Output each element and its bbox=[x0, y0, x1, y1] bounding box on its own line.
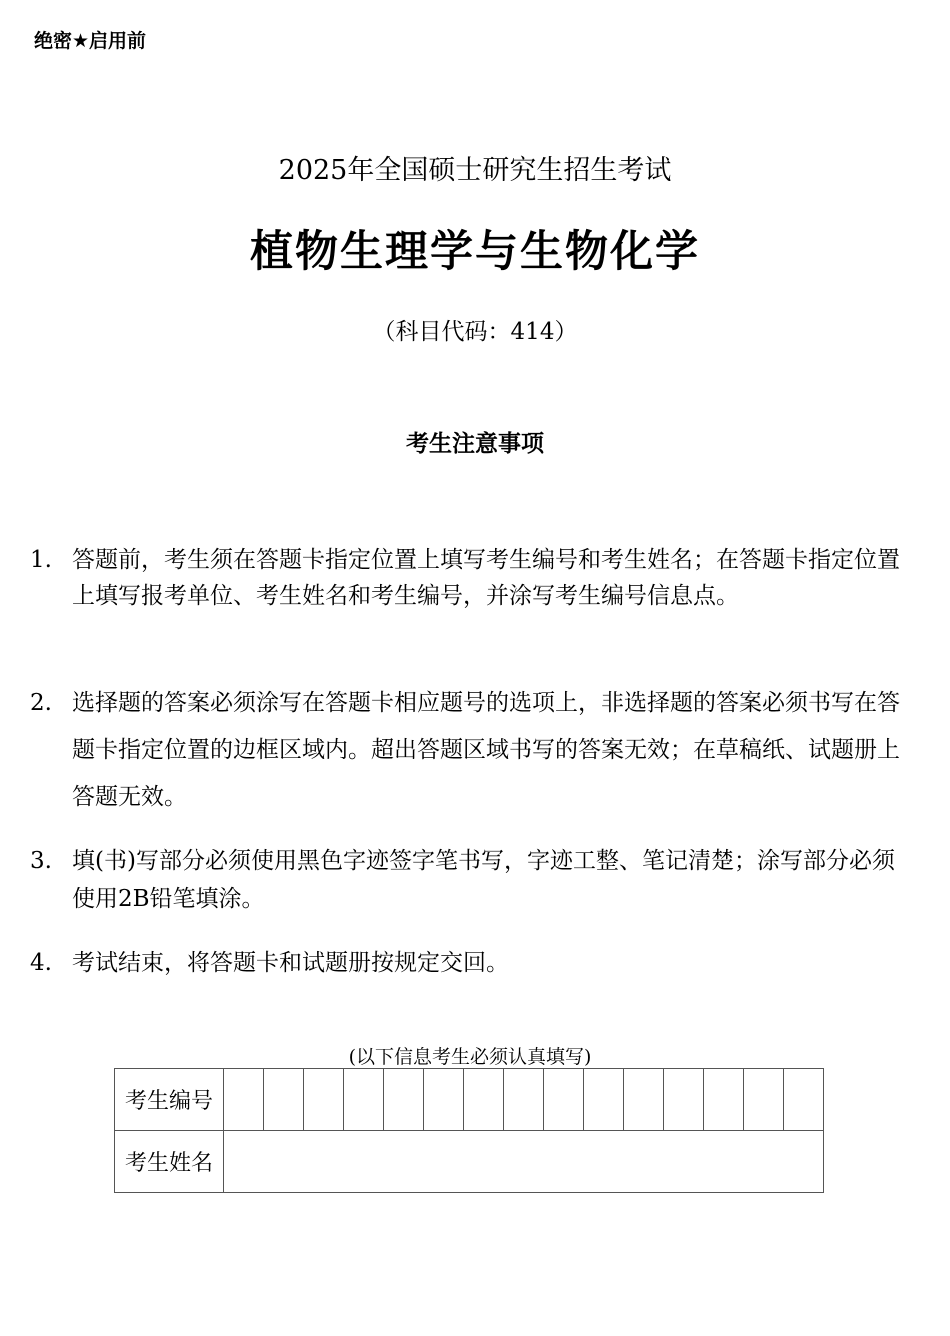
candidate-number-box[interactable] bbox=[504, 1069, 544, 1131]
notice-number: 1. bbox=[30, 547, 52, 573]
candidate-number-box[interactable] bbox=[304, 1069, 344, 1131]
notice-item bbox=[30, 542, 915, 614]
form-caption: (以下信息考生必须认真填写) bbox=[348, 1046, 592, 1068]
exam-name: 2025年全国硕士研究生招生考试 bbox=[278, 155, 672, 186]
notice-text: 填(书)写部分必须使用黑色字迹签字笔书写，字迹工整、笔记清楚；涂写部分必须使用2B铅笔填涂。 bbox=[72, 848, 895, 912]
notice-text: 选择题的答案必须涂写在答题卡相应题号的选项上，非选择题的答案必须书写在答题卡指定位置的边框区域内。超出答题区域书写的答案无效；在草稿纸、试题册上答题无效。 bbox=[72, 690, 900, 810]
candidate-number-box[interactable] bbox=[544, 1069, 584, 1131]
subject-title: 植物生理学与生物化学 bbox=[250, 227, 700, 277]
candidate-number-box[interactable] bbox=[424, 1069, 464, 1131]
notice-number: 2. bbox=[30, 690, 52, 716]
notice-item bbox=[30, 680, 915, 821]
notice-text: 考试结束，将答题卡和试题册按规定交回。 bbox=[72, 950, 509, 976]
candidate-name-row bbox=[115, 1131, 824, 1193]
candidate-number-box[interactable] bbox=[624, 1069, 664, 1131]
candidate-number-box[interactable] bbox=[464, 1069, 504, 1131]
candidate-number-box[interactable] bbox=[344, 1069, 384, 1131]
candidate-number-box[interactable] bbox=[744, 1069, 784, 1131]
candidate-number-box[interactable] bbox=[784, 1069, 824, 1131]
notice-number: 4. bbox=[30, 950, 52, 976]
subject-code: （科目代码：414） bbox=[372, 319, 578, 345]
candidate-number-box[interactable] bbox=[704, 1069, 744, 1131]
candidate-number-box[interactable] bbox=[264, 1069, 304, 1131]
candidate-number-box[interactable] bbox=[584, 1069, 624, 1131]
candidate-number-box[interactable] bbox=[384, 1069, 424, 1131]
confidential-mark: 绝密★启用前 bbox=[34, 30, 147, 52]
notice-item bbox=[30, 842, 915, 918]
notice-text: 答题前，考生须在答题卡指定位置上填写考生编号和考生姓名；在答题卡指定位置上填写报考单位、考生姓名和考生编号，并涂写考生编号信息点。 bbox=[72, 547, 900, 609]
candidate-number-box[interactable] bbox=[224, 1069, 264, 1131]
notice-heading: 考生注意事项 bbox=[406, 431, 544, 457]
candidate-number-box[interactable] bbox=[664, 1069, 704, 1131]
candidate-number-row bbox=[115, 1069, 824, 1131]
candidate-info-table bbox=[114, 1068, 824, 1193]
notice-number: 3. bbox=[30, 848, 52, 874]
notice-item bbox=[30, 945, 915, 981]
candidate-number-label: 考生编号 bbox=[115, 1069, 224, 1131]
candidate-name-field[interactable] bbox=[224, 1131, 824, 1193]
candidate-name-label: 考生姓名 bbox=[115, 1131, 224, 1193]
